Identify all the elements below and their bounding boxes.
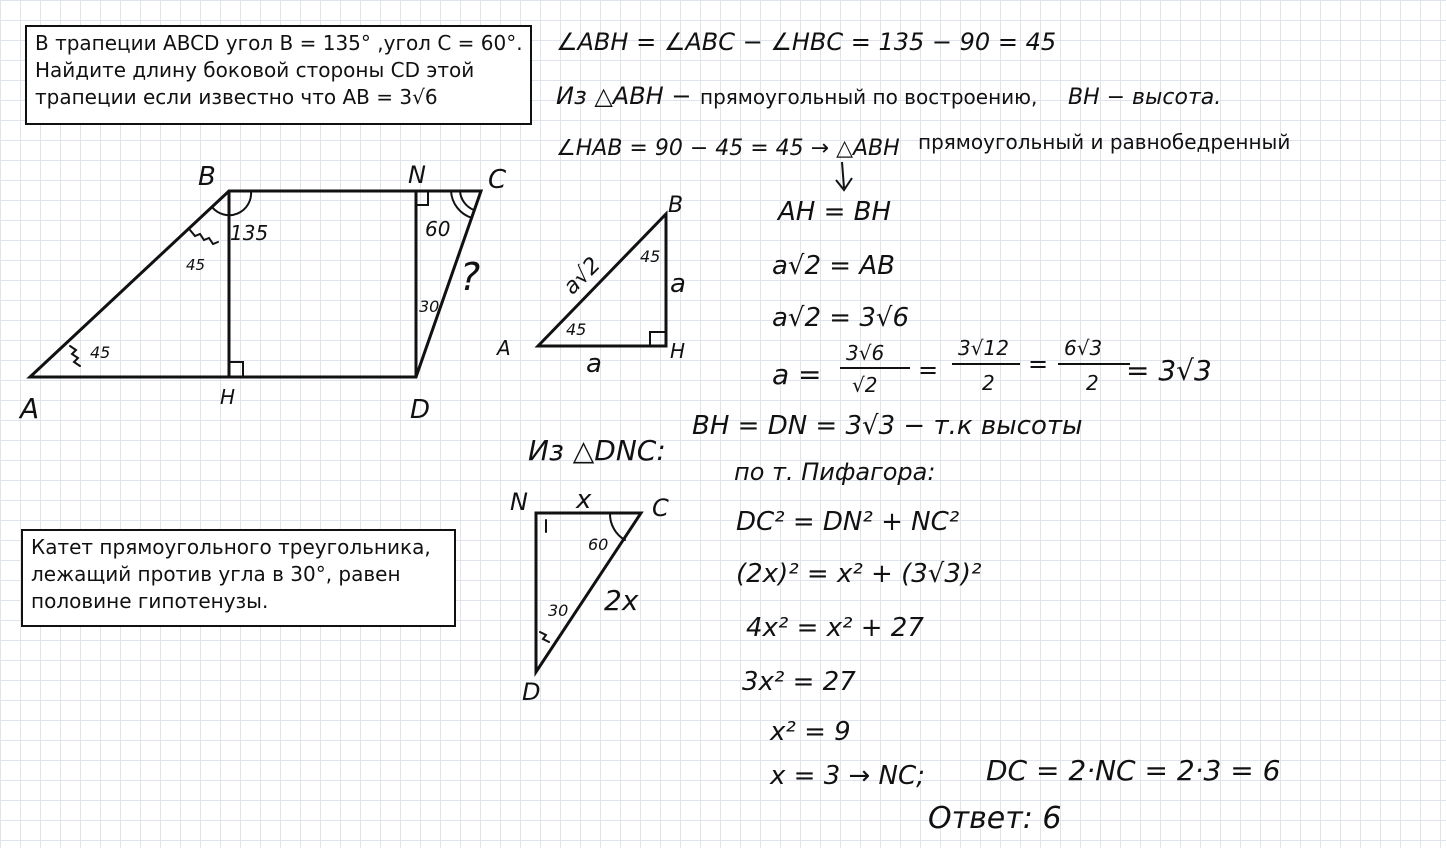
eq-pyth-3: 4x² = x² + 27: [746, 613, 924, 643]
eq-a-root2-ab: a√2 = AB: [772, 251, 895, 281]
angle-c-60: 60: [425, 217, 451, 241]
angle-d-30: 30: [419, 297, 440, 316]
down-arrow: [836, 162, 852, 190]
problem-line-1: В трапеции ABCD угол B = 135° ,угол C = 60°.: [35, 31, 523, 55]
label-d: D: [410, 395, 431, 425]
tri-dnc-angle-c: 60: [588, 535, 609, 554]
tri-dnc-top-x: x: [576, 485, 592, 515]
trapezoid-labels: [18, 161, 507, 425]
label-n: N: [408, 161, 426, 189]
eq-dc-result: DC = 2·NC = 2·3 = 6: [986, 754, 1281, 787]
pythagoras-title: по т. Пифагора:: [734, 458, 936, 486]
eq-pyth-2: (2x)² = x² + (3√3)²: [736, 559, 982, 589]
tri-abh-angle-a: 45: [566, 320, 587, 339]
tri-abh-label-b: B: [668, 193, 684, 218]
step-3-print: прямоугольный и равнобедренный: [918, 130, 1291, 154]
tri-dnc-label-d: D: [522, 678, 541, 706]
step-2-hand: Из △ABH −: [556, 82, 692, 110]
problem-line-2: Найдите длину боковой стороны CD этой: [35, 58, 475, 82]
eq-equals-2: =: [1028, 350, 1049, 378]
eq-equals-1: =: [918, 356, 939, 384]
step-1: ∠ABH = ∠ABC − ∠HBC = 135 − 90 = 45: [556, 28, 1057, 56]
rule-line-2: лежащий против угла в 30°, равен: [31, 562, 401, 586]
tri-dnc-hyp: 2x: [604, 584, 639, 617]
eq-pyth-4: 3x² = 27: [742, 667, 856, 697]
tri-abh-label-a: A: [497, 336, 511, 360]
label-c: C: [488, 165, 507, 195]
step-2-tail: BH − высота.: [1068, 85, 1222, 110]
tri-dnc-title: Из △DNC:: [528, 434, 666, 467]
label-a: A: [20, 392, 40, 425]
right-angle-n: [416, 191, 428, 205]
eq-a-root2-3root6: a√2 = 3√6: [772, 303, 910, 333]
eq-bh-dn: BH = DN = 3√3 − т.к высоты: [692, 411, 1083, 441]
triangle-abh-outline: [538, 214, 666, 346]
tri-abh-leg-base: a: [586, 349, 602, 379]
right-angle-h: [229, 362, 243, 377]
step-2-print: прямоугольный по востроению,: [700, 85, 1038, 109]
triangle-abh: [538, 214, 666, 346]
eq-frac3-num: 6√3: [1064, 336, 1103, 360]
tri-dnc-angle-d: 30: [548, 601, 569, 620]
eq-pyth-6: x = 3 → NC;: [770, 761, 925, 791]
eq-pyth-5: x² = 9: [770, 717, 851, 747]
rule-line-1: Катет прямоугольного треугольника,: [31, 535, 431, 559]
eq-frac2-num: 3√12: [958, 336, 1009, 360]
eq-pyth-1: DC² = DN² + NC²: [736, 507, 960, 537]
tri-dnc-label-n: N: [510, 488, 528, 516]
eq-frac1-num: 3√6: [846, 341, 885, 365]
squiggle-angle-a: [70, 346, 80, 366]
answer: Ответ: 6: [928, 801, 1062, 836]
eq-result: = 3√3: [1126, 354, 1212, 387]
tri-abh-hyp: a√2: [558, 252, 606, 300]
unknown-cd: ?: [460, 255, 481, 299]
angle-b-45: 45: [186, 256, 206, 274]
arc-angle-c-2: [460, 191, 474, 210]
eq-a-lhs: a =: [772, 358, 822, 391]
step-3-hand: ∠HAB = 90 − 45 = 45 → △ABH: [556, 136, 900, 161]
angle-a-45: 45: [90, 343, 111, 362]
label-b: B: [198, 162, 216, 192]
rule-line-3: половине гипотенузы.: [31, 589, 269, 613]
tri-abh-angle-b: 45: [640, 247, 661, 266]
eq-ah-bh: AH = BH: [778, 197, 892, 227]
tri-dnc-arc-c: [610, 513, 625, 540]
eq-frac3-den: 2: [1086, 371, 1099, 395]
tri-dnc-squiggle-d: [540, 632, 549, 642]
squiggle-angle-b: [190, 230, 218, 244]
tri-dnc-label-c: C: [652, 494, 669, 522]
tri-abh-label-h: H: [670, 339, 686, 363]
triangle-dnc-labels: [510, 485, 669, 706]
label-h: H: [220, 385, 236, 409]
angle-b-135: 135: [230, 221, 269, 245]
eq-frac1-den: √2: [852, 373, 878, 397]
solution: [556, 28, 1290, 836]
problem-line-3: трапеции если известно что AB = 3√6: [35, 85, 438, 109]
tri-abh-leg-vert: a: [670, 269, 686, 299]
eq-frac2-den: 2: [982, 371, 995, 395]
triangle-abh-right-angle: [650, 332, 666, 346]
